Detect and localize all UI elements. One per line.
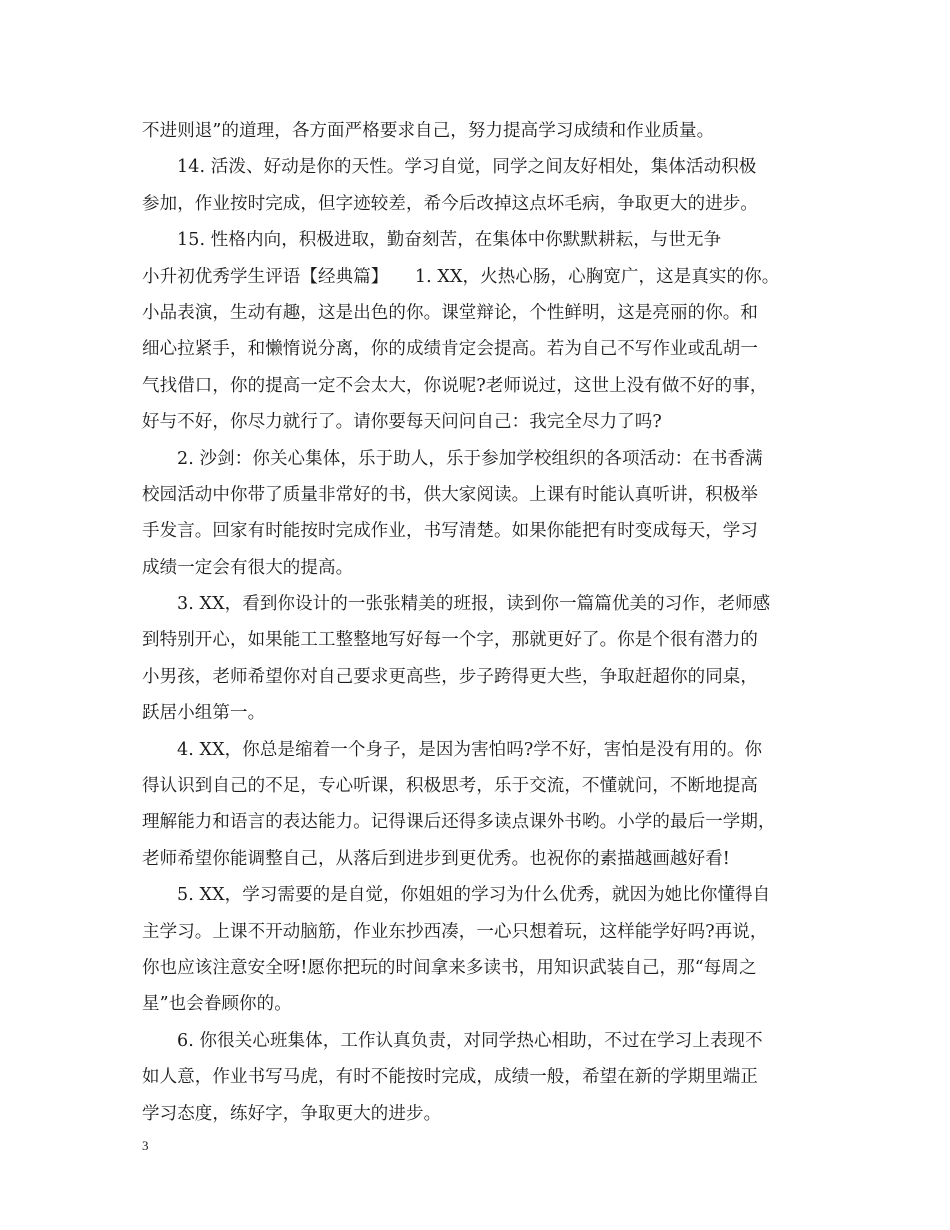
page-number: 3 [142,1138,149,1153]
text-line: 理解能力和语言的表达能力。记得课后还得多读点课外书哟。小学的最后一学期， [142,812,776,833]
text-line: 气找借口，你的提高一定不会太大，你说呢?老师说过，这世上没有做不好的事， [142,375,768,396]
text-line: 主学习。上课不开动脑筋，作业东抄西凑，一心只想着玩，这样能学好吗?再说， [142,921,768,942]
text-line: 6. 你很关心班集体，工作认真负责，对同学热心相助，不过在学习上表现不 [177,1030,763,1051]
text-line: 4. XX，你总是缩着一个身子，是因为害怕吗?学不好，害怕是没有用的。你 [177,739,763,760]
text-line: 细心拉紧手，和懒惰说分离，你的成绩肯定会提高。若为自己不写作业或乱胡一 [142,339,758,360]
text-line: 参加，作业按时完成，但字迹较差，希今后改掉这点坏毛病，争取更大的进步。 [142,193,758,214]
text-line: 3. XX，看到你设计的一张张精美的班报，读到你一篇篇优美的习作，老师感 [177,594,771,615]
text-line: 手发言。回家有时能按时完成作业，书写清楚。如果你能把有时变成每天，学习 [142,521,758,542]
document-body [142,113,814,1132]
text-line: 小男孩，老师希望你对自己要求更高些，步子跨得更大些，争取赶超你的同桌， [142,666,758,687]
text-line: 15. 性格内向，积极进取，勤奋刻苦，在集体中你默默耕耘，与世无争 [177,230,722,251]
text-line: 成绩一定会有很大的提高。 [142,557,354,578]
text-line: 小品表演，生动有趣，这是出色的你。课堂辩论，个性鲜明，这是亮丽的你。和 [142,302,758,323]
text-line: 老师希望你能调整自己，从落后到进步到更优秀。也祝你的素描越画越好看! [142,848,730,869]
text-line: 你也应该注意安全呀!愿你把玩的时间拿来多读书，用知识武装自己，那“每周之 [142,957,757,978]
text-line: 2. 沙剑：你关心集体，乐于助人，乐于参加学校组织的各项活动：在书香满 [177,448,763,469]
text-line: 星”也会眷顾你的。 [142,994,292,1015]
text-line: 好与不好，你尽力就行了。请你要每天问问自己：我完全尽力了吗? [142,412,662,433]
text-line: 如人意，作业书写马虎，有时不能按时完成，成绩一般，希望在新的学期里端正 [142,1067,758,1088]
text-line: 学习态度，练好字，争取更大的进步。 [142,1103,442,1124]
text-line: 校园活动中你带了质量非常好的书，供大家阅读。上课有时能认真听讲，积极举 [142,484,758,505]
text-line: 到特别开心，如果能工工整整地写好每一个字，那就更好了。你是个很有潜力的 [142,630,758,651]
text-line: 小升初优秀学生评语【经典篇】 1. XX，火热心肠，心胸宽广，这是真实的你。 [142,266,780,287]
text-line: 5. XX，学习需要的是自觉，你姐姐的学习为什么优秀，就因为她比你懂得自 [177,885,771,906]
text-line: 不进则退”的道理，各方面严格要求自己，努力提高学习成绩和作业质量。 [142,121,715,141]
text-line: 跃居小组第一。 [142,703,266,724]
text-line: 14. 活泼、好动是你的天性。学习自觉，同学之间友好相处，集体活动积极 [177,157,757,178]
text-line: 得认识到自己的不足，专心听课，积极思考，乐于交流，不懂就问，不断地提高 [142,776,758,797]
